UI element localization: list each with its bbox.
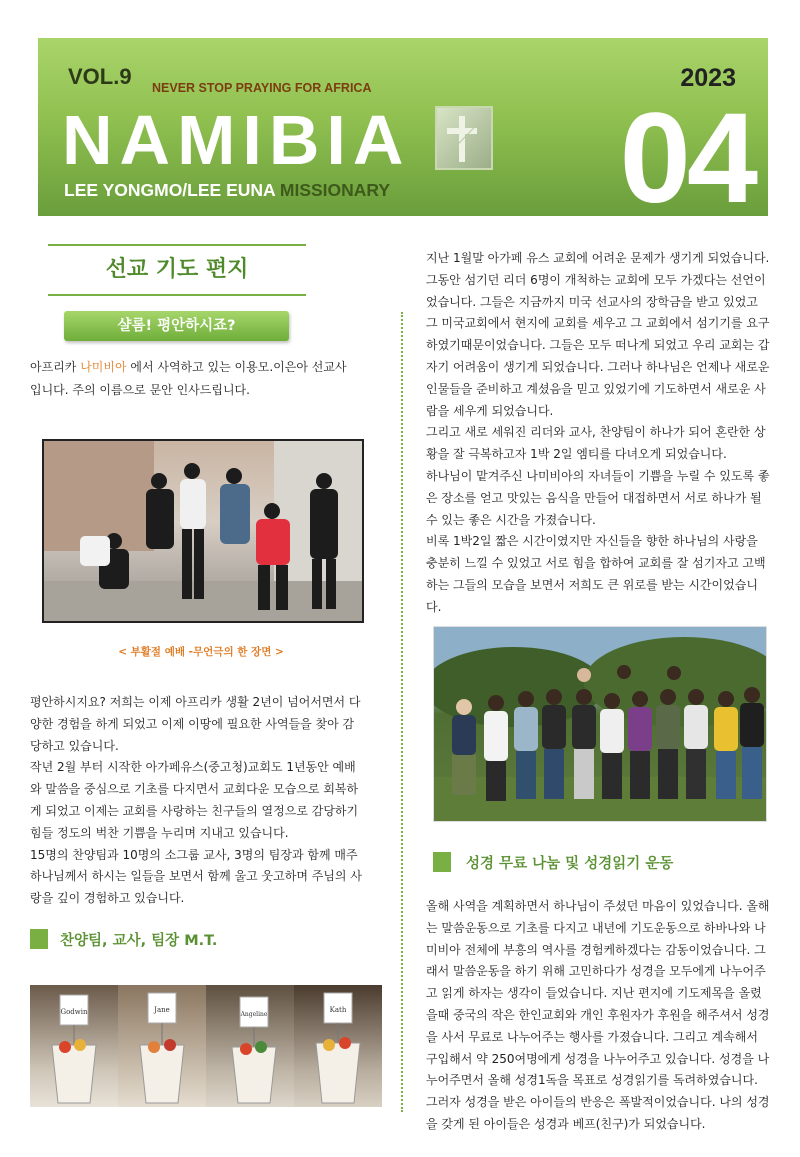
group-photo-illustration — [434, 627, 766, 821]
paragraph: 15명의 찬양팀과 10명의 소그룹 교사, 3명의 팀장과 함께 매주 하나님께서 하시는 일들을 보면서 함께 울고 웃고하며 주님의 사랑을 깊이 경험하고 있습니다. — [30, 847, 362, 906]
letter-title: 선교 기도 편지 — [105, 257, 249, 282]
cup-photo — [30, 985, 118, 1107]
paragraph: 작년 2월 부터 시작한 아가페유스(중고청)교회도 1년동안 예배와 말씀을 중심으로 기초를 다지면서 교회다운 모습으로 회복하게 되었고 이제는 교회를 사랑하는 친구들의 열정으로 감당하기 힘들 정도의 벅찬 기쁨을 누리며 지내고 있습니다. — [30, 760, 359, 840]
paragraph: 지난 1월말 아가페 유스 교회에 어려운 문제가 생기게 되었습니다. 그동안 섬기던 리더 6명이 개척하는 교회에 모두 가겠다는 선언이었습니다. 그들은 지금까지 미국 선교사의 장학금을 받고 있었고 그 미국교회에서 현지에 교회를 세우고 그 교회에서 섬기기를 요구하였기때문이었습니다. 그들은 모두 떠나게 되었고 우리 교회는 갑자기 어려움이 생기게 되었습니다. 그러나 하나님은 언제나 새로운 인물들을 준비하고 계셨음을 믿고 있었기에 기도하면서 새로운 사람을 세우게 되었습니다. — [426, 251, 770, 418]
cup-tag: Godwin — [60, 1008, 88, 1016]
missionary-names — [64, 180, 390, 201]
cup-gift-image — [30, 985, 118, 1107]
paragraph: 하나님이 맡겨주신 나미비아의 자녀들이 기쁨을 누릴 수 있도록 좋은 장소를 얻고 맛있는 음식을 만들어 대접하면서 서로 하나가 될 수 있는 좋은 시간을 가졌습니다. — [426, 468, 770, 527]
left-body-text — [30, 692, 362, 910]
cup-gift-image — [294, 985, 382, 1107]
cup-gift-image — [206, 985, 294, 1107]
intro-after: 에서 사역하고 있는 이용모.이은아 선교사입니다. 주의 이름으로 문안 인사드립니다. — [30, 360, 347, 397]
paragraph: 그리고 새로 세워진 리더와 교사, 찬양팀이 하나가 되어 혼란한 상황을 잘 극복하고자 1박 2일 엠티를 다녀오게 되었습니다. — [426, 425, 766, 462]
cup-gift-image — [118, 985, 206, 1107]
bible-body-text — [426, 896, 772, 1136]
year-label: 2023 — [680, 64, 736, 92]
slogan: NEVER STOP PRAYING FOR AFRICA — [152, 81, 372, 95]
missionary-names-text: LEE YONGMO/LEE EUNA — [64, 180, 275, 200]
section-marker-icon — [30, 929, 48, 949]
cup-tag: Jane — [154, 1006, 170, 1014]
column-divider — [401, 312, 403, 1112]
cup-tag: Angeline — [240, 1011, 268, 1018]
cup-tag: Kath — [329, 1006, 347, 1014]
cup-gifts-photos — [30, 985, 382, 1107]
country-title: NAMIBIA — [62, 101, 411, 179]
easter-skit-illustration — [44, 441, 362, 621]
cross-icon — [437, 108, 491, 168]
section-title-bible: 성경 무료 나눔 및 성경읽기 운동 — [466, 856, 674, 872]
cross-photo — [435, 106, 493, 170]
paragraph: 평안하시지요? 저희는 이제 아프리카 생활 2년이 넘어서면서 다양한 경험을 하게 되었고 이제 이땅에 필요한 사역들을 찾아 감당하고 있습니다. — [30, 695, 361, 753]
issue-month: 04 — [619, 87, 754, 230]
volume-label: VOL.9 — [68, 64, 132, 89]
cup-photo — [118, 985, 206, 1107]
missionary-word: MISSIONARY — [279, 180, 391, 200]
intro-before: 아프리카 — [30, 360, 81, 374]
paragraph: 올해 사역을 계획하면서 하나님이 주셨던 마음이 있었습니다. 올해는 말씀운동으로 기초를 다지고 내년에 기도운동으로 하바나와 나미비아 전체에 부흥의 역사를 경험케하겠다는 감동이었습니다. 그래서 말씀운동을 하기 위해 고민하다가 성경을 모두에게 나누어주고 읽게 하자는 생각이 들었습니다. 지난 편지에 기도제목을 올렸을때 중국의 작은 한인교회와 개인 후원자가 후원을 해주셔서 성경을 사서 무료로 나누어주는 행사를 가졌습니다. 그리고 계속해서 구입해서 약 250여명에게 성경을 나누어주고 있습니다. 성경을 나누어주면서 올해 성경1독을 목표로 성경읽기를 독려하였습니다. 그러자 성경을 받은 아이들의 반응은 폭발적이었습니다. 나의 성경을 갖게 된 아이들은 성경과 베프(친구)가 되었습니다. — [426, 899, 770, 1131]
title-rule-bottom — [48, 294, 306, 296]
easter-skit-photo — [42, 439, 364, 623]
section-marker-icon — [433, 852, 451, 872]
cup-photo — [294, 985, 382, 1107]
intro-highlight: 나미비아 — [80, 360, 127, 374]
greeting-banner: 샬롬! 평안하시죠? — [64, 311, 289, 341]
intro-text — [30, 356, 352, 402]
photo-caption: < 부활절 예배 -무언극의 한 장면 > — [118, 646, 284, 658]
cup-photo — [206, 985, 294, 1107]
title-rule-top — [48, 244, 306, 246]
section-title-mt: 찬양팀, 교사, 팀장 M.T. — [60, 933, 218, 949]
right-body-text — [426, 248, 772, 619]
paragraph: 비록 1박2일 짧은 시간이였지만 자신들을 향한 하나님의 사랑을 충분히 느낄 수 있었고 서로 힘을 합하여 교회를 잘 섬기자고 고백하는 그들의 모습을 보면서 저희도 큰 위로를 받는 시간이었습니다. — [426, 534, 766, 614]
group-photo — [433, 626, 767, 822]
header-banner — [38, 38, 768, 230]
